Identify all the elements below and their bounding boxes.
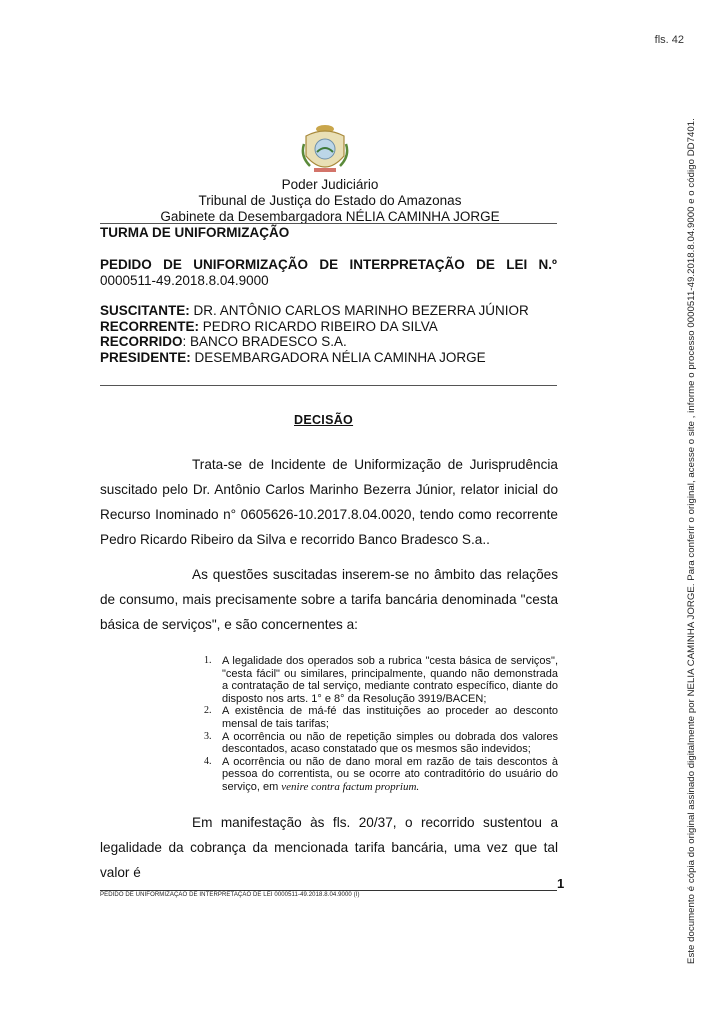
- footer-text: PEDIDO DE UNIFORMIZAÇÃO DE INTERPRETAÇÃO DE LEI 0000511-49.2018.8.04.9000 (I): [100, 892, 360, 898]
- party-role: PRESIDENTE:: [100, 350, 191, 365]
- case-number: 0000511-49.2018.8.04.9000: [100, 273, 269, 288]
- paragraph-1: Trata-se de Incidente de Uniformização de Jurisprudência suscitado pelo Dr. Antônio Carlos Marinho Bezerra Júnior, relator inicial do Recurso Inominado n° 0605626-10.2017.8.04.0020, tendo como recorrente Pedro Ricardo Ribeiro da Silva e recorrido Banco Bradesco S.a..: [100, 457, 558, 547]
- case-title: PEDIDO DE UNIFORMIZAÇÃO DE INTERPRETAÇÃO DE LEI N.º: [100, 257, 557, 272]
- digital-signature-note: Este documento é cópia do original assinado digitalmente por NELIA CAMINHA JORGE. Para conferir o original, acesse o site , informe o processo 0000511-49.2018.8.04.9000 e o código DD7401.: [686, 118, 697, 964]
- header-divider: [100, 223, 557, 224]
- court-section: TURMA DE UNIFORMIZAÇÃO: [100, 225, 290, 240]
- coat-of-arms-seal-icon: [300, 122, 350, 178]
- list-item: 3. A ocorrência ou não de repetição simples ou dobrada dos valores descontados, acaso constatado que os mesmos são indevidos;: [204, 730, 558, 756]
- party-role: RECORRIDO: [100, 334, 183, 349]
- header-office: Gabinete da Desembargadora NÉLIA CAMINHA JORGE: [160, 209, 500, 224]
- party-role: SUSCITANTE:: [100, 303, 190, 318]
- parties-divider: [100, 385, 557, 386]
- list-item: 1. A legalidade dos operados sob a rubrica "cesta básica de serviços", "cesta fácil" ou similares, principalmente, quando não demonstrada a contratação de tal serviço, mediante contrato específico, diante do disposto nos arts. 1° e 8° da Resolução 3919/BACEN;: [204, 655, 558, 705]
- paragraph-2: As questões suscitadas inserem-se no âmbito das relações de consumo, mais precisamente sobre a tarifa bancária denominada "cesta básica de serviços", e são concernentes a:: [100, 567, 558, 632]
- party-suscitante: [100, 303, 529, 319]
- party-name: : BANCO BRADESCO S.A.: [182, 334, 347, 349]
- issues-list: [200, 655, 558, 794]
- footer-divider: [100, 890, 557, 891]
- party-presidente: [100, 350, 486, 366]
- header-court: Tribunal de Justiça do Estado do Amazonas: [198, 193, 462, 208]
- list-item: 2. A existência de má-fé das instituições ao proceder ao desconto mensal de tais tarifas;: [204, 705, 558, 730]
- list-item: 4. A ocorrência ou não de dano moral em razão de tais descontos à pessoa do correntista, ou se ocorre ato contraditório do usuário do serviço, em venire contra factum proprium.: [204, 755, 558, 793]
- footer-page-number: 1: [557, 876, 565, 891]
- party-recorrido: [100, 334, 347, 350]
- paragraph-3: Em manifestação às fls. 20/37, o recorrido sustentou a legalidade da cobrança da mencionada tarifa bancária, uma vez que tal valor é: [100, 815, 558, 880]
- party-name: DR. ANTÔNIO CARLOS MARINHO BEZERRA JÚNIOR: [189, 303, 529, 318]
- party-name: DESEMBARGADORA NÉLIA CAMINHA JORGE: [190, 350, 486, 365]
- party-name: PEDRO RICARDO RIBEIRO DA SILVA: [199, 319, 438, 334]
- party-recorrente: [100, 319, 438, 335]
- header-judiciary: Poder Judiciário: [281, 177, 379, 192]
- page-marker: fls. 42: [654, 34, 684, 46]
- decision-heading: DECISÃO: [294, 413, 354, 427]
- party-role: RECORRENTE:: [100, 319, 200, 334]
